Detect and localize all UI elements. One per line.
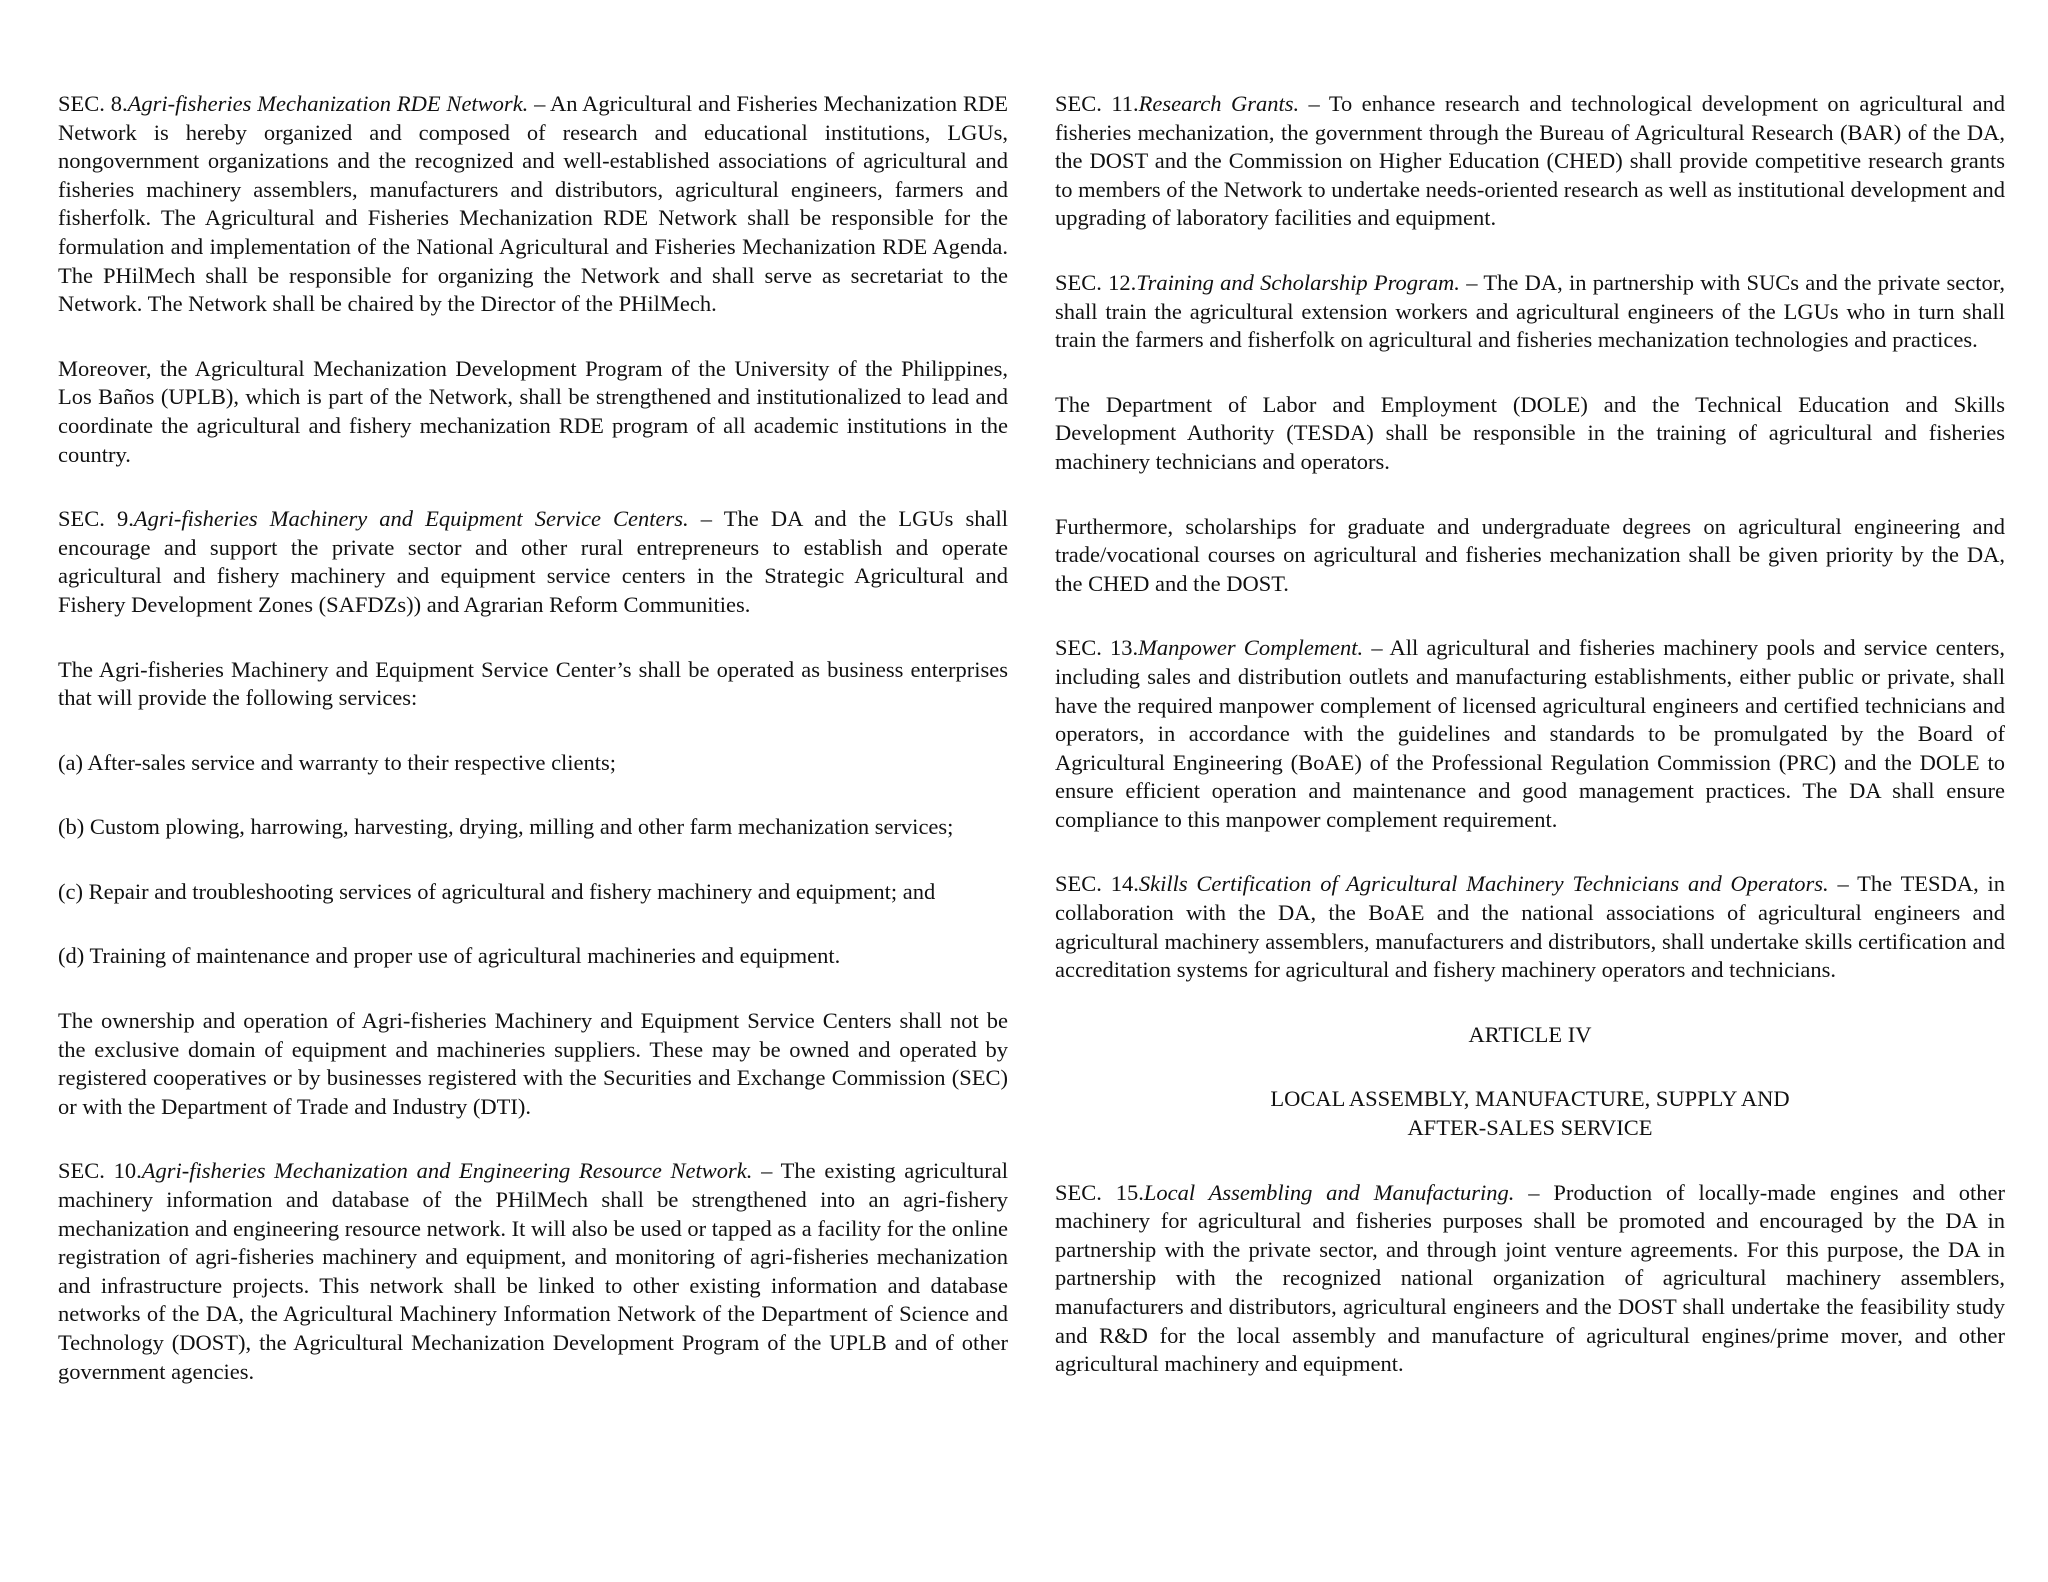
section-body: – To enhance research and technological development on agricultural and fisheries mechanization, the government through the Bureau of Agricultural Research (BAR) of the DA, the DOST and the Commission on Higher Education (CHED) shall provide competitive research grants to members of the Network to undertake needs-oriented research as well as institutional development and upgrading of laboratory facilities and equipment. — [1055, 91, 2005, 231]
section-title: Agri-fisheries Machinery and Equipment Service Centers. — [133, 506, 689, 532]
paragraph: The Agri-fisheries Machinery and Equipment Service Center’s shall be operated as business enterprises that will provide the following services: — [58, 656, 1008, 711]
section-title: Agri-fisheries Mechanization and Engineering Resource Network. — [141, 1158, 753, 1184]
section-11 — [1055, 90, 2005, 233]
section-body: – The DA and the LGUs shall encourage and support the private sector and other rural entrepreneurs to establish and operate agricultural and fishery machinery and equipment service centers in the Strategic Agricultural and Fishery Development Zones (SAFDZs)) and Agrarian Reform Communities. — [58, 506, 1008, 617]
paragraph: Furthermore, scholarships for graduate and undergraduate degrees on agricultural engineering and trade/vocational courses on agricultural and fisheries mechanization shall be given priority by the DA, the CHED and the DOST. — [1055, 513, 2005, 596]
section-title: Agri-fisheries Mechanization RDE Network. — [127, 91, 529, 116]
section-label: SEC. 13. — [1055, 635, 1139, 661]
section-body: – The existing agricultural machinery information and database of the PHilMech shall be strengthened into an agri-fishery mechanization and engineering resource network. It will also be used or tapped as a facility for the online registration of agri-fisheries machinery and equipment, and monitoring of agri-fisheries mechanization and infrastructure projects. This network shall be linked to other existing information and database networks of the DA, the Agricultural Machinery Information Network of the Department of Science and Technology (DOST), the Agricultural Mechanization Development Program of the UPLB and of other government agencies. — [58, 1158, 1008, 1384]
section-8 — [58, 90, 1008, 319]
section-body: – The TESDA, in collaboration with the DA, the BoAE and the national associations of agricultural engineers and agricultural machinery assemblers, manufacturers and distributors, shall undertake skills certification and accreditation systems for agricultural and fishery machinery operators and technicians. — [1055, 871, 2006, 983]
section-body: – An Agricultural and Fisheries Mechanization RDE Network is hereby organized and composed of research and educational institutions, LGUs, nongovernment organizations and the recognized and well-established associations of agricultural and fisheries machinery assemblers, manufacturers and distributors, agricultural engineers, farmers and fisherfolk. The Agricultural and Fisheries Mechanization RDE Network shall be responsible for the formulation and implementation of the National Agricultural and Fisheries Mechanization RDE Agenda. The PHilMech shall be responsible for organizing the Network and shall serve as secretariat to the Network. The Network shall be chaired by the Director of the PHilMech. — [58, 91, 1009, 317]
section-body: – The DA, in partnership with SUCs and the private sector, shall train the agricultural extension workers and agricultural engineers of the LGUs who in turn shall train the farmers and fisherfolk on agricultural and fisheries mechanization technologies and practices. — [1055, 269, 2005, 353]
section-title: Research Grants. — [1138, 91, 1300, 116]
article-title — [1055, 1085, 2005, 1142]
paragraph: The Department of Labor and Employment (DOLE) and the Technical Education and Skills Development Authority (TESDA) shall be responsible in the training of agricultural and fisheries machinery technicians and operators. — [1055, 391, 2005, 474]
section-title: Training and Scholarship Program. — [1136, 269, 1460, 295]
article-heading: ARTICLE IV — [1468, 1021, 1592, 1047]
list-item: (d) Training of maintenance and proper use of agricultural machineries and equipment. — [58, 943, 841, 969]
left-column — [58, 90, 1008, 1422]
list-item: (a) After-sales service and warranty to their respective clients; — [58, 749, 617, 775]
section-10 — [58, 1157, 1008, 1386]
section-label: SEC. 14. — [1055, 871, 1139, 897]
section-9 — [58, 505, 1008, 619]
list-item: (b) Custom plowing, harrowing, harvesting, drying, milling and other farm mechanization services; — [58, 814, 954, 840]
list-item: (c) Repair and troubleshooting services of agricultural and fishery machinery and equipment; and — [58, 878, 936, 904]
section-title: Skills Certification of Agricultural Machinery Technicians and Operators. — [1138, 871, 1829, 897]
section-label: SEC. 8. — [58, 91, 128, 116]
section-label: SEC. 10. — [58, 1158, 142, 1184]
section-label: SEC. 9. — [58, 506, 134, 532]
section-14 — [1055, 870, 2005, 984]
section-title: Local Assembling and Manufacturing. — [1143, 1179, 1515, 1205]
section-body: – Production of locally-made engines and other machinery for agricultural and fisheries purposes shall be promoted and encouraged by the DA in partnership with the private sector, and through joint venture agreements. For this purpose, the DA in partnership with the recognized national organization of agricultural machinery assemblers, manufacturers and distributors, agricultural engineers and the DOST shall undertake the feasibility study and R&D for the local assembly and manufacture of agricultural engines/prime mover, and other agricultural machinery and equipment. — [1055, 1179, 2005, 1377]
section-label: SEC. 11. — [1055, 91, 1139, 116]
article-title-line-1: LOCAL ASSEMBLY, MANUFACTURE, SUPPLY AND — [1270, 1086, 1790, 1112]
section-label: SEC. 15. — [1055, 1179, 1144, 1205]
section-title: Manpower Complement. — [1138, 635, 1364, 661]
right-column — [1055, 90, 2005, 1415]
paragraph: Moreover, the Agricultural Mechanization Development Program of the University of the Philippines, Los Baños (UPLB), which is part of the Network, shall be strengthened and institutionalized to lead and coordinate the agricultural and fishery mechanization RDE program of all academic institutions in the country. — [58, 355, 1008, 467]
paragraph: The ownership and operation of Agri-fisheries Machinery and Equipment Service Centers shall not be the exclusive domain of equipment and machineries suppliers. These may be owned and operated by registered cooperatives or by businesses registered with the Securities and Exchange Commission (SEC) or with the Department of Trade and Industry (DTI). — [58, 1008, 1008, 1119]
section-13 — [1055, 634, 2005, 834]
section-12 — [1055, 269, 2005, 355]
section-15 — [1055, 1179, 2005, 1379]
article-title-line-2: AFTER-SALES SERVICE — [1407, 1115, 1653, 1141]
section-body: – All agricultural and fisheries machinery pools and service centers, including sales and distribution outlets and manufacturing establishments, either public or private, shall have the required manpower complement of licensed agricultural engineers and certified technicians and operators, in accordance with the guidelines and standards to be promulgated by the Board of Agricultural Engineering (BoAE) of the Professional Regulation Commission (PRC) and the DOLE to ensure efficient operation and maintenance and good management practices. The DA shall ensure compliance to this manpower complement requirement. — [1055, 635, 2006, 832]
section-label: SEC. 12. — [1055, 269, 1137, 295]
